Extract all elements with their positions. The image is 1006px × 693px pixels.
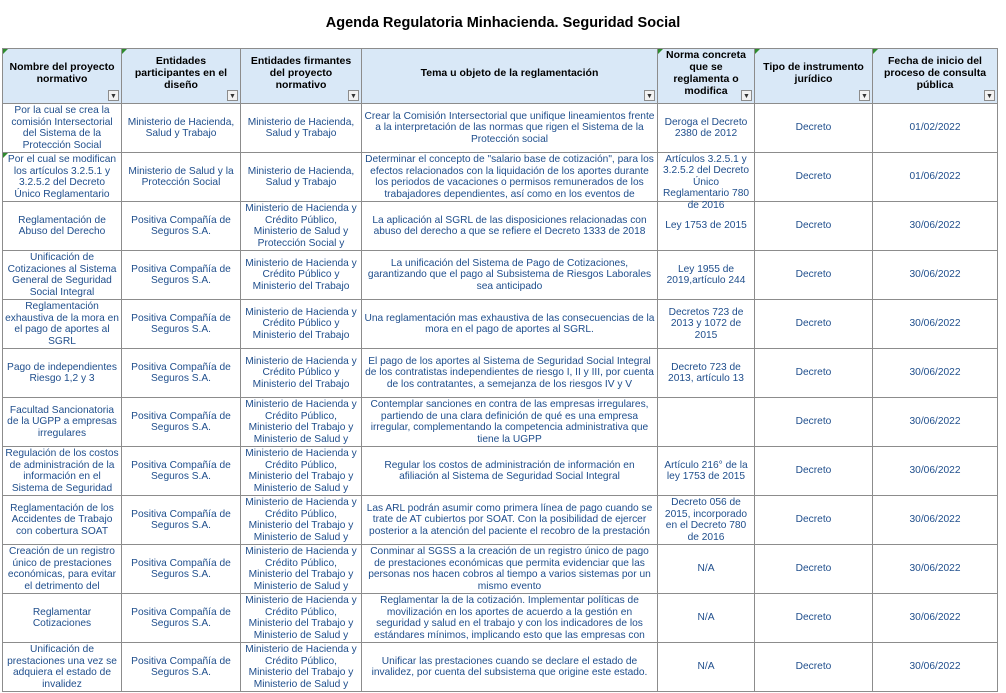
cell-tema[interactable]: [362, 104, 658, 153]
cell-tipo[interactable]: [755, 153, 873, 202]
cell-tema[interactable]: [362, 643, 658, 692]
cell-tipo[interactable]: [755, 447, 873, 496]
filter-dropdown-icon[interactable]: ▼: [644, 90, 655, 101]
cell-text: Conminar al SGSS a la creación de un registro único de pago de prestaciones económicas que permita evidenciar que las personas nos hacen cobros al tiempo a varios sistemas por un mismo evento: [368, 546, 651, 592]
cell-firmantes[interactable]: [241, 398, 362, 447]
cell-norma[interactable]: [658, 447, 755, 496]
table-row: [3, 594, 998, 643]
cell-nombre[interactable]: [3, 251, 122, 300]
cell-norma[interactable]: [658, 594, 755, 643]
cell-text: La unificación del Sistema de Pago de Cotizaciones, garantizando que el pago al Subsistema de Riesgos Laborales sea anticipado: [367, 257, 652, 292]
cell-tipo[interactable]: [755, 643, 873, 692]
cell-fecha[interactable]: [873, 104, 998, 153]
cell-firmantes[interactable]: [241, 349, 362, 398]
cell-nombre[interactable]: [3, 594, 122, 643]
cell-text: Reglamentar la de la cotización. Implementar políticas de movilización en los aportes de acuerdo a la gestión en seguridad y salud en el trabajo y con los indicadores de los estándares mínimos, implicando esto que las empresas con: [374, 595, 645, 641]
cell-text: Ministerio de Hacienda y Crédito Público, Ministerio del Trabajo y Ministerio de Salud y: [245, 497, 357, 543]
cell-text: Ministerio de Hacienda y Crédito Público y Ministerio del Trabajo: [245, 355, 357, 390]
cell-text: Reglamentación de los Accidentes de Trabajo con cobertura SOAT: [10, 502, 114, 537]
cell-comment-marker: [755, 49, 760, 54]
cell-tema[interactable]: [362, 398, 658, 447]
cell-text: Decreto: [795, 465, 832, 477]
cell-text: Regular los costos de administración de información en afiliación al Sistema de Seguridad Social Integral: [384, 459, 635, 482]
cell-firmantes[interactable]: [241, 202, 362, 251]
cell-firmantes[interactable]: [241, 251, 362, 300]
column-header-tema: Tema u objeto de la reglamentación ▼: [362, 49, 658, 104]
filter-dropdown-icon[interactable]: ▼: [741, 90, 752, 101]
cell-comment-marker: [873, 49, 878, 54]
cell-text: 30/06/2022: [909, 563, 961, 575]
cell-text: Ministerio de Hacienda y Crédito Público, Ministerio del Trabajo y Ministerio de Salud y: [245, 546, 357, 592]
cell-text: 30/06/2022: [909, 416, 961, 428]
cell-fecha[interactable]: [873, 398, 998, 447]
cell-nombre[interactable]: [3, 202, 122, 251]
cell-text: 30/06/2022: [909, 465, 961, 477]
table-row: [3, 398, 998, 447]
cell-firmantes[interactable]: [241, 300, 362, 349]
table-row: [3, 447, 998, 496]
cell-norma[interactable]: [658, 251, 755, 300]
cell-text: Ley 1753 de 2015: [665, 220, 747, 232]
cell-fecha[interactable]: [873, 251, 998, 300]
cell-text: Decreto 723 de 2013, artículo 13: [668, 361, 744, 384]
cell-tema[interactable]: [362, 545, 658, 594]
cell-tipo[interactable]: [755, 398, 873, 447]
cell-text: Deroga el Decreto 2380 de 2012: [664, 116, 748, 139]
table-body: [3, 104, 998, 692]
cell-text: Facultad Sancionatoria de la UGPP a empresas irregulares: [7, 404, 117, 439]
cell-text: Positiva Compañía de Seguros S.A.: [131, 214, 231, 237]
cell-text: Contemplar sanciones en contra de las empresas irregulares, partiendo de una clara definición de qué es una empresa irregular, complementando la competencia administrativa que tiene la UGPP: [370, 399, 649, 445]
cell-nombre[interactable]: [3, 447, 122, 496]
cell-text: Decreto: [795, 171, 832, 183]
cell-nombre[interactable]: [3, 104, 122, 153]
cell-nombre[interactable]: [3, 545, 122, 594]
cell-text: Positiva Compañía de Seguros S.A.: [131, 459, 231, 482]
cell-norma[interactable]: [658, 104, 755, 153]
cell-firmantes[interactable]: [241, 447, 362, 496]
cell-text: Decreto: [795, 563, 832, 575]
cell-text: Determinar el concepto de "salario base de cotización", para los efectos relacionados con la liquidación de los aportes durante los periodos de vacaciones o permisos remunerados de los trabajadores dependientes, así como en los eventos de: [365, 154, 654, 200]
cell-text: Artículos 3.2.5.1 y 3.2.5.2 del Decreto Único Reglamentario 780 de 2016: [662, 153, 750, 211]
cell-text: Decreto: [795, 416, 832, 428]
cell-text: Artículo 216° de la ley 1753 de 2015: [664, 459, 748, 482]
filter-dropdown-icon[interactable]: ▼: [108, 90, 119, 101]
cell-tipo[interactable]: [755, 202, 873, 251]
cell-comment-marker: [3, 153, 8, 158]
column-header-tipo: Tipo de instrumento jurídico ▼: [755, 49, 873, 104]
cell-text: Ministerio de Hacienda, Salud y Trabajo: [247, 116, 355, 139]
cell-text: Ministerio de Hacienda, Salud y Trabajo: [247, 165, 355, 188]
page-title: Agenda Regulatoria Minhacienda. Seguridad Social: [325, 15, 681, 31]
cell-participantes[interactable]: [122, 202, 241, 251]
cell-text: Decreto: [795, 661, 832, 673]
cell-fecha[interactable]: [873, 202, 998, 251]
cell-participantes[interactable]: [122, 251, 241, 300]
column-header-nombre: Nombre del proyecto normativo ▼: [3, 49, 122, 104]
cell-norma[interactable]: [658, 643, 755, 692]
cell-firmantes[interactable]: [241, 643, 362, 692]
cell-norma[interactable]: [658, 300, 755, 349]
cell-text: Decreto: [795, 612, 832, 624]
cell-text: Reglamentación exhaustiva de la mora en el pago de aportes al SGRL: [5, 301, 119, 347]
filter-dropdown-icon[interactable]: ▼: [227, 90, 238, 101]
cell-firmantes[interactable]: [241, 545, 362, 594]
cell-text: Unificar las prestaciones cuando se declare el estado de invalidez, por cuenta del subsistema que origine este estado.: [371, 655, 648, 678]
cell-tipo[interactable]: [755, 349, 873, 398]
regulatory-agenda-table: [2, 48, 998, 692]
cell-tema[interactable]: [362, 153, 658, 202]
cell-tema[interactable]: [362, 594, 658, 643]
cell-text: Unificación de Cotizaciones al Sistema General de Seguridad Social Integral: [7, 252, 117, 298]
cell-participantes[interactable]: [122, 153, 241, 202]
column-header-participantes: Entidades participantes en el diseño ▼: [122, 49, 241, 104]
cell-tema[interactable]: [362, 202, 658, 251]
cell-text: 30/06/2022: [909, 269, 961, 281]
cell-text: Ministerio de Hacienda y Crédito Público, Ministerio de Salud y Protección Social y: [245, 203, 357, 249]
cell-participantes[interactable]: [122, 300, 241, 349]
table-row: [3, 643, 998, 692]
cell-text: Ministerio de Hacienda y Crédito Público, Ministerio del Trabajo y Ministerio de Salud y: [245, 644, 357, 690]
cell-text: 30/06/2022: [909, 220, 961, 232]
cell-text: 30/06/2022: [909, 514, 961, 526]
cell-text: Ministerio de Hacienda, Salud y Trabajo: [127, 116, 235, 139]
cell-tipo[interactable]: [755, 594, 873, 643]
cell-norma[interactable]: [658, 398, 755, 447]
cell-fecha[interactable]: [873, 447, 998, 496]
cell-fecha[interactable]: [873, 594, 998, 643]
column-header-firmantes: Entidades firmantes del proyecto normativo ▼: [241, 49, 362, 104]
cell-text: Positiva Compañía de Seguros S.A.: [131, 655, 231, 678]
cell-text: 30/06/2022: [909, 367, 961, 379]
cell-text: Crear la Comisión Intersectorial que unifique lineamientos frente a la interpretación de las normas que rigen el Sistema de la Protección social: [364, 110, 655, 145]
cell-text: 01/02/2022: [909, 122, 961, 134]
cell-participantes[interactable]: [122, 349, 241, 398]
cell-text: Positiva Compañía de Seguros S.A.: [131, 410, 231, 433]
table-row: [3, 202, 998, 251]
cell-firmantes[interactable]: [241, 104, 362, 153]
cell-tipo[interactable]: [755, 545, 873, 594]
cell-text: Las ARL podrán asumir como primera línea de pago cuando se trate de AT cubiertos por SOAT. Con la posibilidad de ejercer posterior a la atención del paciente el recobro de la prestación: [366, 502, 653, 537]
cell-text: Por la cual se crea la comisión Intersectorial del Sistema de la Protección Social: [11, 105, 113, 151]
cell-text: Creación de un registro único de prestaciones económicas, para evitar el detrimento del: [7, 546, 117, 592]
cell-tipo[interactable]: [755, 251, 873, 300]
cell-text: Una reglamentación mas exhaustiva de las consecuencias de la mora en el pago de aportes al SGRL.: [364, 312, 655, 335]
cell-nombre[interactable]: [3, 300, 122, 349]
cell-nombre[interactable]: [3, 496, 122, 545]
cell-firmantes[interactable]: [241, 496, 362, 545]
cell-tipo[interactable]: [755, 300, 873, 349]
table-row: [3, 251, 998, 300]
cell-text: Ministerio de Hacienda y Crédito Público y Ministerio del Trabajo: [245, 257, 357, 292]
cell-text: Positiva Compañía de Seguros S.A.: [131, 557, 231, 580]
cell-tipo[interactable]: [755, 496, 873, 545]
cell-text: El pago de los aportes al Sistema de Seguridad Social Integral de los contratistas independientes de riesgo I, II y III, por cuenta de los contratantes, a semejanza de los riesgos IV y V: [365, 355, 654, 390]
cell-fecha[interactable]: [873, 153, 998, 202]
filter-dropdown-icon[interactable]: ▼: [348, 90, 359, 101]
cell-text: Ministerio de Hacienda y Crédito Público, Ministerio del Trabajo y Ministerio de Salud y: [245, 399, 357, 445]
cell-fecha[interactable]: [873, 300, 998, 349]
cell-text: Unificación de prestaciones una vez se adquiera el estado de invalidez: [7, 644, 117, 690]
cell-nombre[interactable]: [3, 398, 122, 447]
column-header-norma: Norma concreta que se reglamenta o modifica ▼: [658, 49, 755, 104]
cell-text: Decreto: [795, 122, 832, 134]
cell-fecha[interactable]: [873, 349, 998, 398]
cell-text: Decreto: [795, 318, 832, 330]
table-row: [3, 104, 998, 153]
cell-comment-marker: [122, 49, 127, 54]
cell-tema[interactable]: [362, 251, 658, 300]
table-row: [3, 496, 998, 545]
cell-text: Decretos 723 de 2013 y 1072 de 2015: [668, 306, 744, 341]
header-row: [3, 49, 998, 104]
cell-text: La aplicación al SGRL de las disposiciones relacionadas con abuso del derecho a que se refiere el Decreto 1333 de 2018: [372, 214, 647, 237]
cell-text: Ministerio de Hacienda y Crédito Público, Ministerio del Trabajo y Ministerio de Salud y: [245, 595, 357, 641]
cell-text: Ley 1955 de 2019,artículo 244: [666, 263, 746, 286]
cell-tipo[interactable]: [755, 104, 873, 153]
column-header-fecha: Fecha de inicio del proceso de consulta pública ▼: [873, 49, 998, 104]
cell-text: N/A: [697, 661, 715, 673]
table-row: [3, 300, 998, 349]
cell-text: N/A: [697, 612, 715, 624]
cell-fecha[interactable]: [873, 496, 998, 545]
cell-comment-marker: [658, 49, 663, 54]
cell-participantes[interactable]: [122, 496, 241, 545]
cell-text: Decreto: [795, 514, 832, 526]
cell-text: Positiva Compañía de Seguros S.A.: [131, 606, 231, 629]
cell-text: Positiva Compañía de Seguros S.A.: [131, 312, 231, 335]
cell-text: 30/06/2022: [909, 661, 961, 673]
cell-text: Positiva Compañía de Seguros S.A.: [131, 263, 231, 286]
cell-norma[interactable]: [658, 153, 755, 211]
cell-participantes[interactable]: [122, 594, 241, 643]
cell-text: Pago de independientes Riesgo 1,2 y 3: [7, 361, 117, 384]
cell-norma[interactable]: [658, 496, 755, 545]
cell-tema[interactable]: [362, 496, 658, 545]
cell-text: 30/06/2022: [909, 612, 961, 624]
filter-dropdown-icon[interactable]: ▼: [984, 90, 995, 101]
cell-text: N/A: [697, 563, 715, 575]
cell-text: Por el cual se modifican los artículos 3.2.5.1 y 3.2.5.2 del Decreto Único Reglamentario: [7, 154, 117, 200]
cell-fecha[interactable]: [873, 643, 998, 692]
cell-norma[interactable]: [658, 349, 755, 398]
cell-text: Decreto 056 de 2015, incorporado en el Decreto 780 de 2016: [664, 497, 748, 543]
cell-text: Reglamentación de Abuso del Derecho: [18, 214, 106, 237]
cell-text: Positiva Compañía de Seguros S.A.: [131, 508, 231, 531]
cell-text: Reglamentar Cotizaciones: [32, 606, 92, 629]
filter-dropdown-icon[interactable]: ▼: [859, 90, 870, 101]
table-row: [3, 349, 998, 398]
cell-text: Decreto: [795, 367, 832, 379]
cell-comment-marker: [3, 49, 8, 54]
cell-text: Regulación de los costos de administración de la información en el Sistema de Seguridad: [5, 448, 119, 494]
cell-text: 30/06/2022: [909, 318, 961, 330]
cell-tema[interactable]: [362, 349, 658, 398]
cell-participantes[interactable]: [122, 398, 241, 447]
cell-norma[interactable]: [658, 545, 755, 594]
cell-firmantes[interactable]: [241, 594, 362, 643]
cell-nombre[interactable]: [3, 643, 122, 692]
cell-norma[interactable]: [658, 202, 755, 251]
cell-nombre[interactable]: [3, 349, 122, 398]
cell-tema[interactable]: [362, 447, 658, 496]
cell-text: Positiva Compañía de Seguros S.A.: [131, 361, 231, 384]
cell-fecha[interactable]: [873, 545, 998, 594]
table-row: [3, 153, 998, 202]
cell-participantes[interactable]: [122, 643, 241, 692]
cell-nombre[interactable]: [3, 153, 122, 202]
cell-tema[interactable]: [362, 300, 658, 349]
cell-text: Ministerio de Salud y la Protección Social: [128, 165, 234, 188]
cell-text: Ministerio de Hacienda y Crédito Público y Ministerio del Trabajo: [245, 306, 357, 341]
cell-firmantes[interactable]: [241, 153, 362, 202]
cell-text: 01/06/2022: [909, 171, 961, 183]
cell-text: Decreto: [795, 269, 832, 281]
cell-participantes[interactable]: [122, 545, 241, 594]
cell-text: Decreto: [795, 220, 832, 232]
cell-text: Ministerio de Hacienda y Crédito Público, Ministerio del Trabajo y Ministerio de Salud y: [245, 448, 357, 494]
table-row: [3, 545, 998, 594]
cell-participantes[interactable]: [122, 104, 241, 153]
cell-participantes[interactable]: [122, 447, 241, 496]
